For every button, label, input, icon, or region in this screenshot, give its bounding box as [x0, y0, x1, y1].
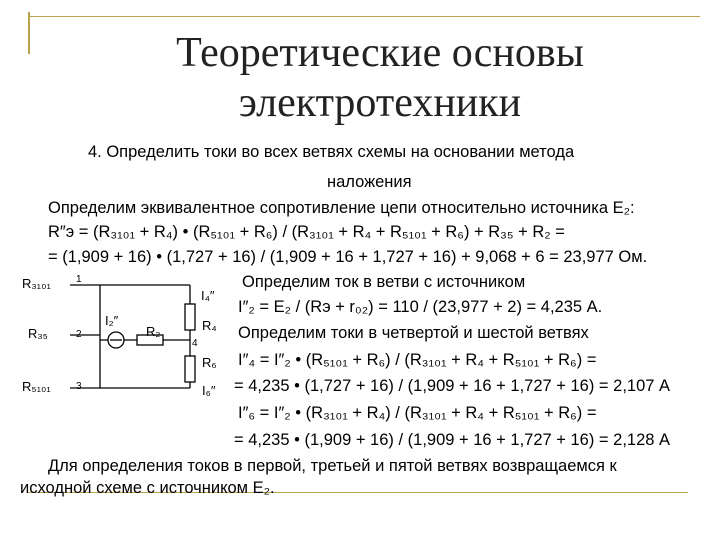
label-node-3: 3 — [76, 381, 82, 392]
text-line-7: I″₄ = I″₂ • (R₅₁₀₁ + R₆) / (R₃₁₀₁ + R₄ + R₅₁₀₁ + R₆) = — [238, 351, 597, 369]
label-i2: I₂″ — [105, 313, 119, 328]
title-line-2: электротехники — [238, 80, 522, 126]
text-line-1: Определим эквивалентное сопротивление цепи относительно источника E₂: — [48, 199, 635, 217]
task-line-2: наложения — [327, 173, 412, 191]
resistor-r4-symbol — [185, 304, 195, 330]
text-line-5: I″₂ = E₂ / (Rэ + r₀₂) = 110 / (23,977 + 2) = 4,235 А. — [238, 298, 603, 316]
label-i4: I₄″ — [201, 288, 215, 303]
resistor-r6-symbol — [185, 356, 195, 382]
text-line-3: = (1,909 + 16) • (1,727 + 16) / (1,909 + 16 + 1,727 + 16) + 9,068 + 6 = 23,977 Ом. — [48, 248, 648, 266]
text-line-4: Определим ток в ветви с источником — [242, 273, 526, 291]
label-r4: R₄ — [202, 318, 217, 333]
label-node-1: 1 — [76, 274, 82, 285]
text-line-9: I″₆ = I″₂ • (R₃₁₀₁ + R₄) / (R₃₁₀₁ + R₄ + R₅₁₀₁ + R₆) = — [238, 404, 597, 422]
label-r6: R₆ — [202, 355, 217, 370]
label-node-4: 4 — [192, 338, 198, 349]
text-line-12: исходной схеме с источником E₂. — [20, 479, 275, 497]
title-line-1: Теоретические основы — [176, 30, 584, 76]
label-r2: R₂ — [146, 324, 161, 339]
label-i6: I₆″ — [202, 383, 216, 398]
text-line-2: R″э = (R₃₁₀₁ + R₄) • (R₅₁₀₁ + R₆) / (R₃₁₀₁ + R₄ + R₅₁₀₁ + R₆) + R₃₅ + R₂ = — [48, 223, 565, 241]
task-line-1: 4. Определить токи во всех ветвях схемы на основании метода — [88, 143, 575, 161]
label-r35: R₃₅ — [28, 326, 48, 341]
label-r3101: R₃₁₀₁ — [22, 276, 51, 291]
label-node-2: 2 — [76, 329, 82, 340]
label-r5101: R₅₁₀₁ — [22, 379, 51, 394]
text-line-10: = 4,235 • (1,909 + 16) / (1,909 + 16 + 1,727 + 16) = 2,128 А — [234, 431, 671, 449]
text-line-8: = 4,235 • (1,727 + 16) / (1,909 + 16 + 1,727 + 16) = 2,107 А — [234, 377, 671, 395]
text-line-6: Определим токи в четвертой и шестой ветвях — [238, 324, 589, 342]
text-line-11: Для определения токов в первой, третьей и пятой ветвях возвращаемся к — [48, 457, 617, 475]
